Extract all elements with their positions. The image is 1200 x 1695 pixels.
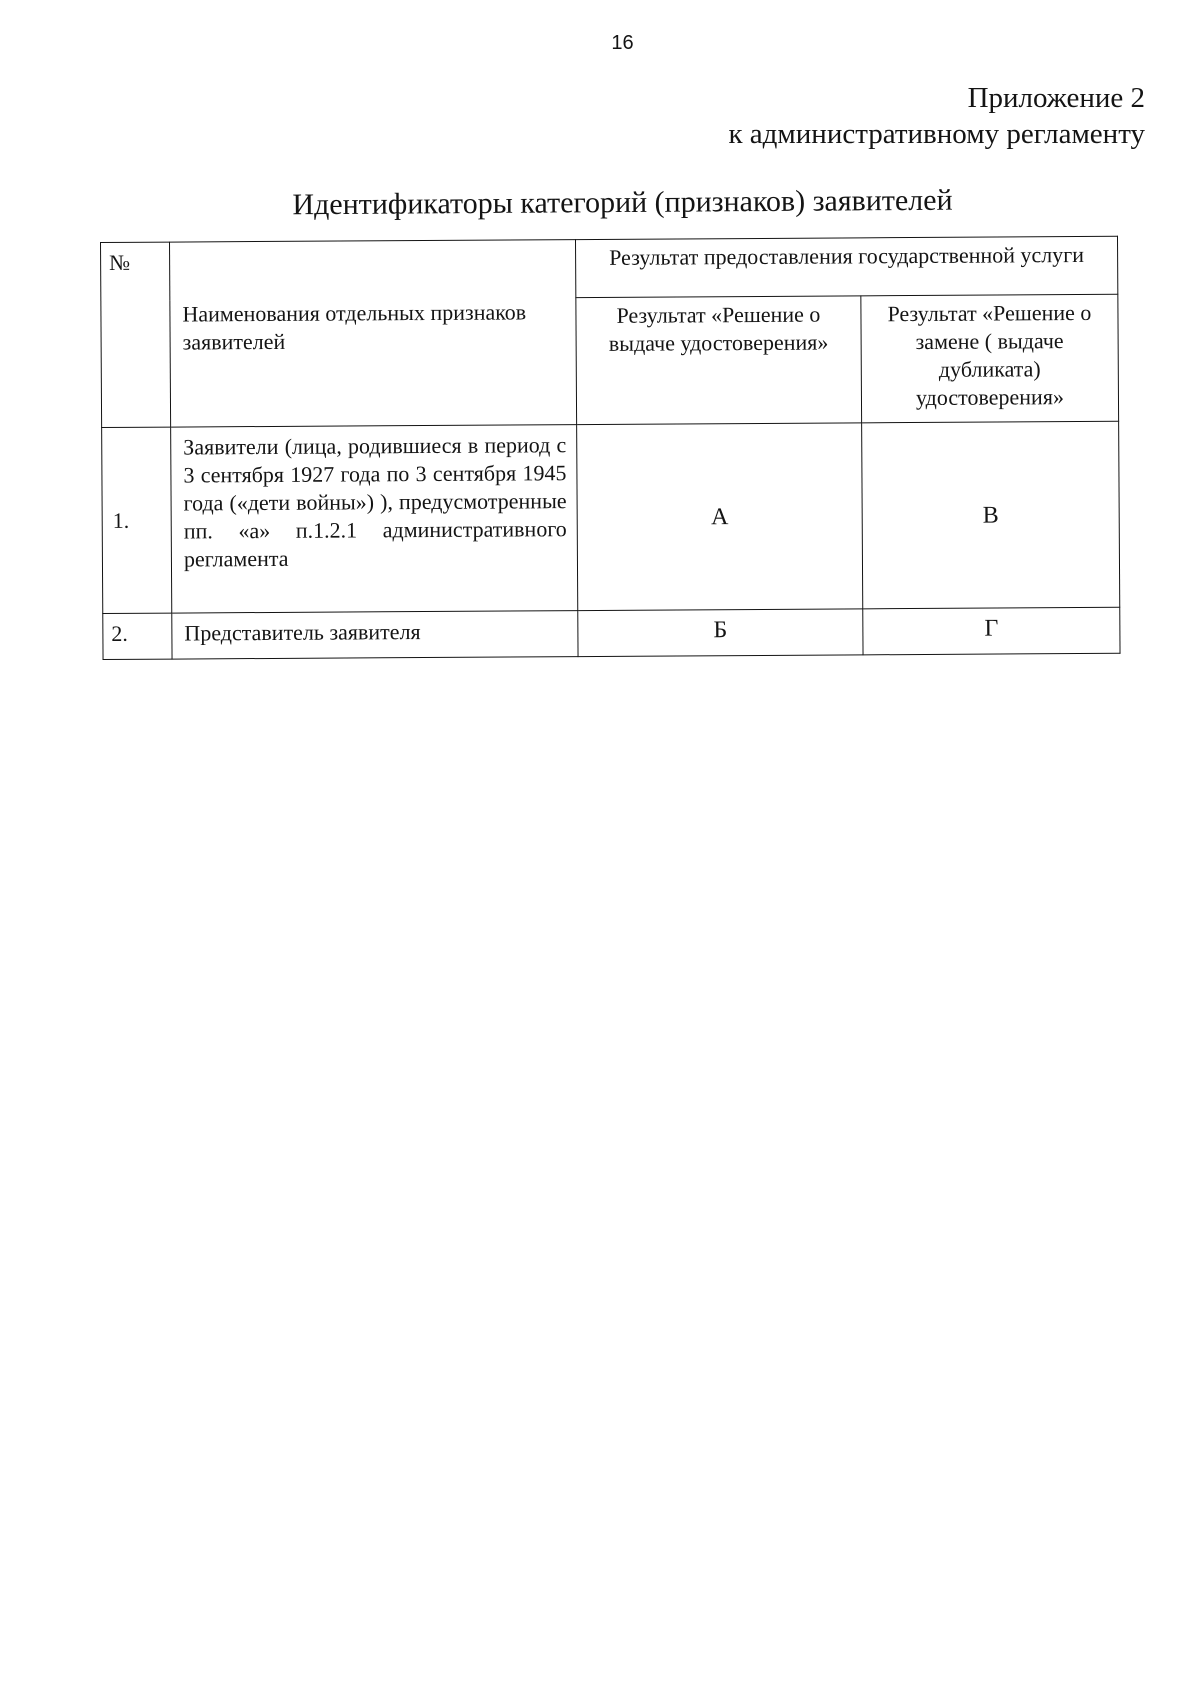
row-number: 1. xyxy=(102,427,172,613)
row-replacement-code: В xyxy=(862,421,1120,609)
page-number: 16 xyxy=(611,32,634,54)
applicant-identifiers-table xyxy=(100,236,1121,660)
header-applicant-features: Наименования отдельных признаков заявителей xyxy=(170,240,577,427)
row-issue-code: А xyxy=(577,423,863,611)
row-applicant-description: Представитель заявителя xyxy=(172,611,578,659)
row-number: 2. xyxy=(103,613,172,659)
header-result-issue: Результат «Решение о выдаче удостоверения» xyxy=(576,296,862,425)
row-applicant-description: Заявители (лица, родившиеся в период с 3 сентября 1927 года по 3 сентября 1945 года («дети войны») ), предусмотренные пп. «а» п.1.2.1 административного регламента xyxy=(171,425,578,613)
row-issue-code: Б xyxy=(578,609,863,657)
appendix-reference: к административному регламенту xyxy=(728,118,1145,150)
appendix-header xyxy=(728,80,1145,152)
header-service-result: Результат предоставления государственной услуги xyxy=(575,236,1117,297)
table-row xyxy=(102,421,1120,613)
table-row xyxy=(103,607,1120,659)
header-number: № xyxy=(101,242,171,427)
appendix-label: Приложение 2 xyxy=(967,82,1145,114)
row-replacement-code: Г xyxy=(863,607,1120,655)
header-result-replacement: Результат «Решение о замене ( выдаче дубликата) удостоверения» xyxy=(861,294,1119,423)
table-header-row xyxy=(101,236,1118,300)
document-title: Идентификаторы категорий (признаков) заявителей xyxy=(292,183,953,222)
